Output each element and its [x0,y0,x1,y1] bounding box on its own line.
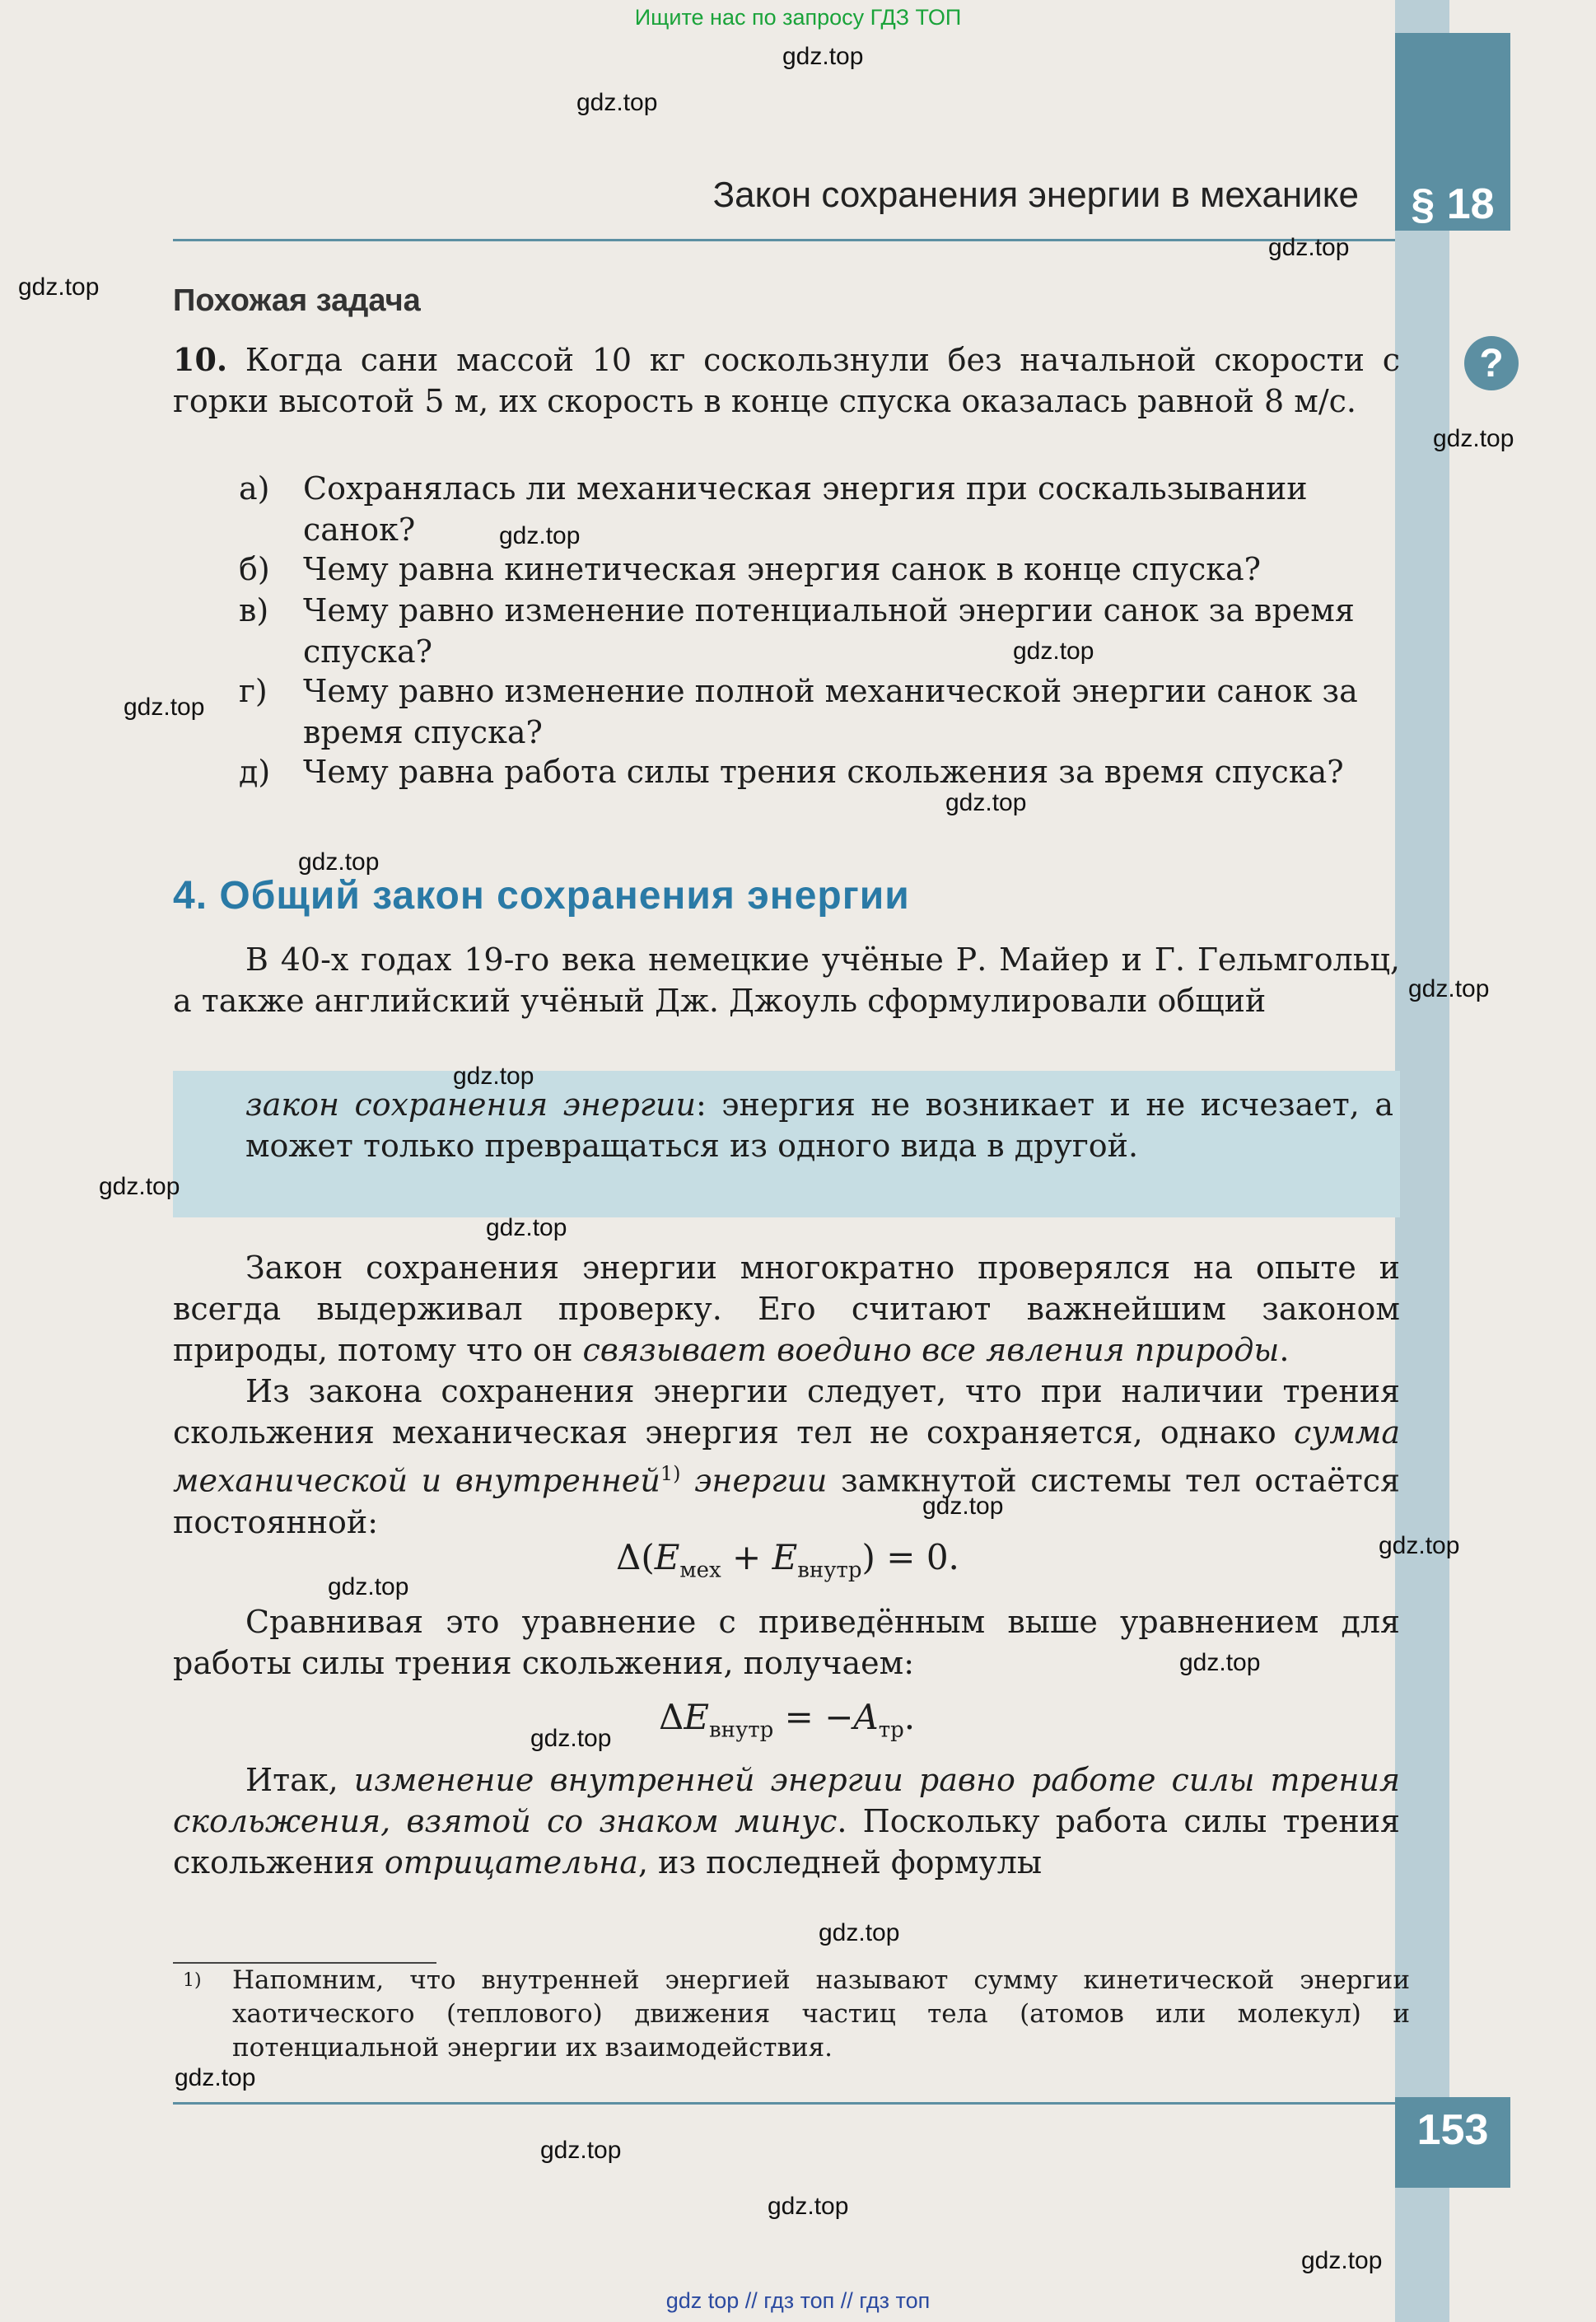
question-icon: ? [1464,336,1519,390]
p3-end: замкнутой системы тел остаётся постоянной: [173,1462,1400,1540]
watermark: gdz.top [1408,975,1490,1002]
p2-start: Закон сохранения энергии многократно проверялся на опыте и всегда выдерживал проверку. Его считают важнейшим законом природы, потому что он [173,1250,1400,1368]
watermark: gdz.top [819,1919,900,1946]
watermark: gdz.top [1301,2247,1383,2274]
subquestion [173,751,1400,792]
formula-energy-conservation [616,1537,959,1582]
paragraph-comparison: Сравнивая это уравнение с приведённым выше уравнением для работы силы трения скольжения, получаем: [173,1604,1400,1681]
subquestion-label: в) [239,592,269,628]
subquestion-text: Чему равна работа силы трения скольжения за время спуска? [303,754,1344,790]
formula2-e1: E [684,1697,710,1737]
watermark: gdz.top [175,2064,256,2091]
watermark: gdz.top [768,2193,849,2220]
p5-mid: . Поскольку работа силы трения скольжения [173,1803,1400,1880]
formula1-suffix: ) = 0. [861,1537,959,1577]
subquestion-label: д) [239,754,271,790]
top-banner[interactable]: Ищите нас по запросу ГДЗ ТОП [634,5,962,30]
formula2-prefix: Δ [659,1697,684,1737]
intro-paragraph: В 40-х годах 19-го века немецкие учёные Р. Майер и Г. Гельмгольц, а также английский учёный Дж. Джоуль сформулировали общий [173,941,1400,1019]
watermark: gdz.top [486,1214,567,1241]
formula1-sub2: внутр [797,1558,862,1583]
p3-start: Из закона сохранения энергии следует, что при наличии трения скольжения механическая энергия тел не сохраняется, однако [173,1373,1400,1451]
subquestion [173,549,1400,590]
watermark: gdz.top [18,273,100,301]
footnote [183,1964,1410,2065]
watermark: gdz.top [576,89,658,116]
watermark: gdz.top [99,1173,180,1200]
watermark: gdz.top [922,1493,1004,1520]
subquestion [173,468,1400,550]
watermark: gdz.top [124,694,205,721]
formula2-suffix: . [903,1697,916,1737]
chapter-title: Закон сохранения энергии в механике [712,175,1359,215]
page-number: 153 [1416,2106,1489,2154]
watermark: gdz.top [540,2137,622,2164]
p3-emphasis-energy: энергии [694,1462,828,1499]
footnote-mark: 1) [183,1970,202,1991]
subquestion-text: Чему равно изменение потенциальной энергии санок за время спуска? [303,592,1355,670]
watermark: gdz.top [1268,234,1350,261]
p2-end: . [1279,1332,1290,1368]
paragraph-friction [173,1371,1400,1543]
footer-rule [173,2102,1395,2105]
subquestion-text: Чему равна кинетическая энергия санок в конце спуска? [303,551,1262,587]
paragraph-verification [173,1247,1400,1371]
header-rule [173,239,1395,241]
similar-task-heading: Похожая задача [173,283,421,318]
footer-links[interactable]: gdz top // гдз топ // гдз топ [665,2288,931,2313]
watermark: gdz.top [1379,1532,1460,1559]
paragraph-conclusion [173,1759,1400,1883]
watermark: gdz.top [530,1725,612,1752]
section-badge: § 18 [1411,180,1495,228]
subquestion-text: Чему равно изменение полной механической энергии санок за время спуска? [303,673,1358,750]
formula2-eq: = − [773,1697,854,1737]
subquestion [173,590,1400,672]
watermark: gdz.top [1179,1649,1261,1676]
formula1-prefix: Δ( [616,1537,655,1577]
subquestion-label: а) [239,470,270,507]
watermark: gdz.top [1013,638,1094,665]
formula1-plus: + [721,1537,772,1577]
p3-emphasis-sum: сумма механической и внутренней [173,1414,1400,1499]
formula2-sub2: тр [878,1717,904,1743]
law-definition [245,1084,1393,1166]
p5-emphasis-1: изменение внутренней энергии равно работе силы трения скольжения, взятой со знаком минус [173,1762,1400,1839]
p2-emphasis: связывает воедино все явления природы [582,1332,1280,1368]
task-statement [173,339,1400,422]
footnote-text: Напомним, что внутренней энергией называют сумму кинетической энергии хаотического (теплового) движения частиц тела (атомов или молекул) и потенциальной энергии их взаимодействия. [232,1965,1410,2063]
formula1-e2: E [772,1537,798,1577]
formula1-sub1: мех [679,1558,721,1583]
watermark: gdz.top [1433,425,1514,452]
p5-start: Итак, [245,1762,354,1798]
p5-emphasis-2: отрицательна [384,1844,638,1880]
section-heading: 4. Общий закон сохранения энергии [173,874,910,918]
formula2-sub1: внутр [709,1717,774,1743]
watermark: gdz.top [499,522,581,549]
formula-internal-energy [659,1697,915,1742]
subquestion-text: Сохранялась ли механическая энергия при соскальзывании санок? [303,470,1308,548]
task-text: Когда сани массой 10 кг соскользнули без начальной скорости с горки высотой 5 м, их скорость в конце спуска оказалась равной 8 м/с. [173,342,1400,419]
watermark: gdz.top [945,789,1027,816]
p5-end: , из последней формулы [637,1844,1043,1880]
subquestion-label: г) [239,673,268,709]
watermark: gdz.top [453,1063,534,1090]
law-text: : энергия не возникает и не исчезает, а может только превращаться из одного вида в другой. [245,1086,1393,1164]
law-term: закон сохранения энергии [245,1086,696,1123]
watermark: gdz.top [298,848,380,876]
formula2-e2: A [853,1697,879,1737]
watermark: gdz.top [328,1573,409,1600]
watermark: gdz.top [782,43,864,70]
subquestion-label: б) [239,551,270,587]
task-number: 10. [173,341,228,378]
subquestion [173,670,1400,753]
formula1-e1: E [654,1537,680,1577]
footnote-ref[interactable]: 1) [660,1462,681,1485]
